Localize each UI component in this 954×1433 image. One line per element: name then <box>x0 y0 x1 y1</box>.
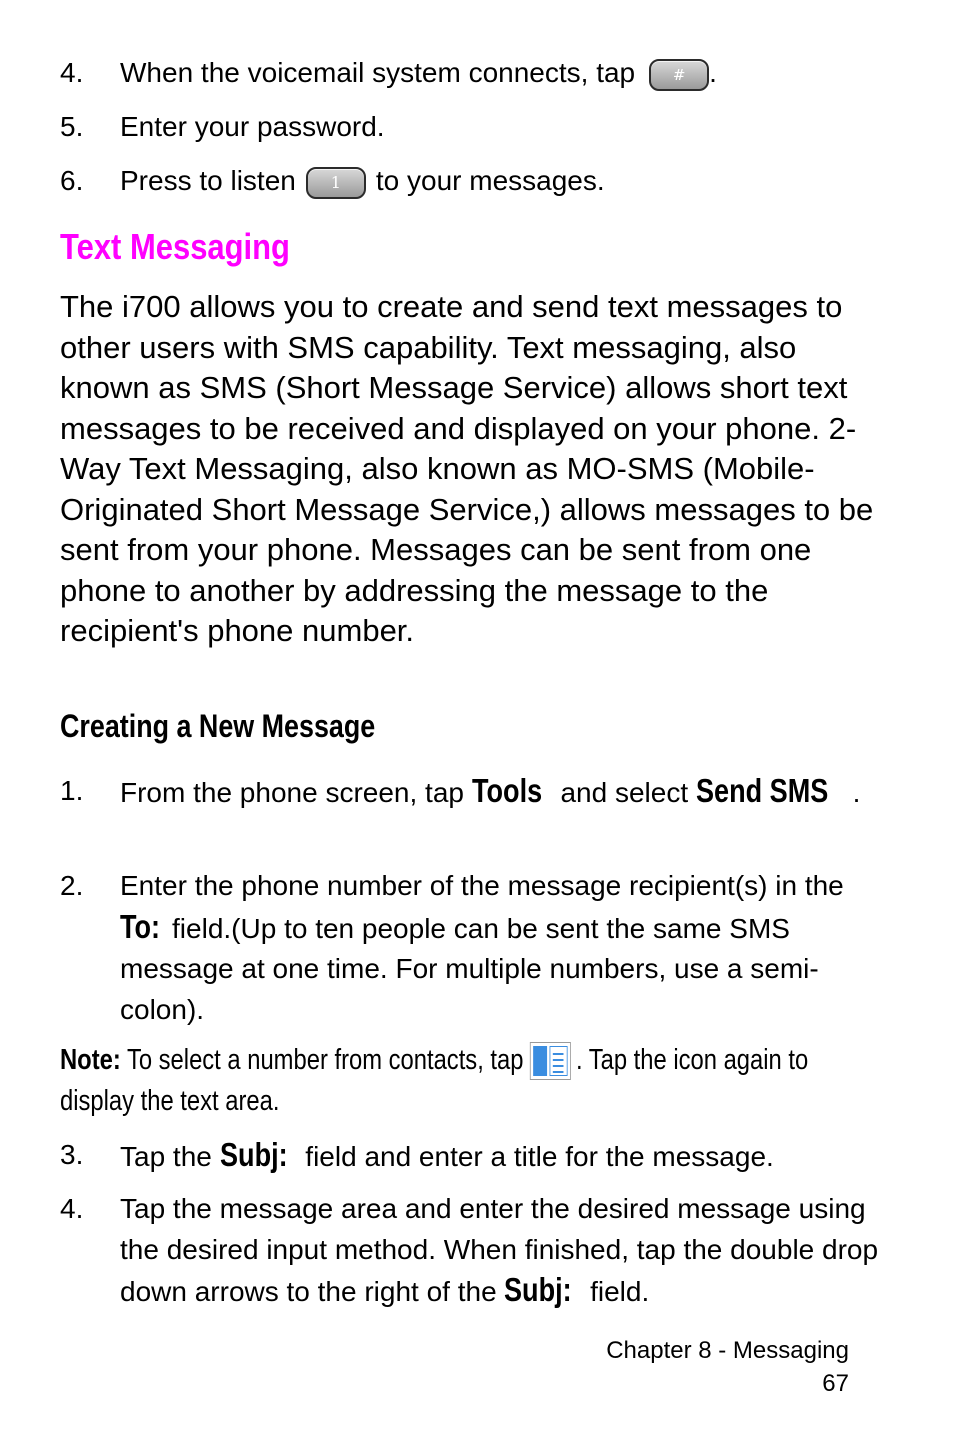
step-text: Enter your password. <box>120 111 385 142</box>
step-text: From the phone screen, tap <box>120 777 472 808</box>
step-enter-subject <box>60 1135 890 1178</box>
step-text: Tap the message area and enter the desired message using the desired input method. When finished, tap the double drop down arrows to the right of the <box>120 1193 879 1307</box>
step-number: 1. <box>60 775 84 806</box>
subsection-title: Creating a New Message <box>60 708 376 744</box>
step-text: When the voicemail system connects, tap <box>120 57 636 88</box>
step-text: and select <box>552 777 696 808</box>
step-number: 5. <box>60 111 84 142</box>
step-number: 4. <box>60 57 84 88</box>
step-text-end: field and enter a title for the message. <box>297 1141 774 1172</box>
step-listen <box>60 161 890 202</box>
contacts-toggle-icon <box>530 1042 571 1080</box>
pound-key-icon: # <box>649 59 709 91</box>
step-text-end: to your messages. <box>375 165 605 196</box>
send-sms-label: Send SMS <box>695 772 829 809</box>
note-label: Note: <box>60 1044 121 1076</box>
step-text: Tap the <box>120 1141 220 1172</box>
intro-paragraph: The i700 allows you to create and send text messages to other users with SMS capability. Text messaging, also known as SMS (Short Message Service) allows short text messages to be received and displayed on your phone. 2-Way Text Messaging, also known as MO-SMS (Mobile-Originated Short Message Service,) allows messages to be sent from your phone. Messages can be sent from one phone to another by addressing the message to the recipient's phone number. <box>60 289 874 648</box>
subj-field-label: Subj: <box>219 1136 288 1173</box>
note <box>60 1040 888 1121</box>
step-enter-recipient <box>60 866 890 1030</box>
page-number: 67 <box>822 1370 849 1397</box>
step-number: 3. <box>60 1139 84 1170</box>
step-enter-password <box>60 107 890 148</box>
note-text-end: . Tap the icon again to display the text area. <box>60 1044 809 1117</box>
subj-field-label: Subj: <box>504 1271 573 1308</box>
step-open-send-sms <box>60 771 890 814</box>
step-number: 2. <box>60 870 84 901</box>
step-enter-message <box>60 1189 890 1313</box>
step-text-end: field.(Up to ten people can be sent the same SMS message at one time. For multiple numbers, use a semi-colon). <box>120 912 819 1025</box>
tools-menu-label: Tools <box>471 772 542 809</box>
chapter-label: Chapter 8 - Messaging <box>606 1337 849 1364</box>
to-field-label: To: <box>120 907 161 945</box>
step-voicemail-connect <box>60 53 890 94</box>
step-text: Press to listen <box>120 165 296 196</box>
step-text: Enter the phone number of the message recipient(s) in the <box>120 870 844 901</box>
step-text-end: field. <box>582 1276 650 1307</box>
step-number: 4. <box>60 1193 84 1224</box>
step-text-end: . <box>852 777 861 808</box>
step-number: 6. <box>60 165 84 196</box>
note-text: To select a number from contacts, tap <box>120 1044 524 1076</box>
step-text-end: . <box>709 57 717 88</box>
section-title: Text Messaging <box>60 226 290 267</box>
one-key-icon: 1 <box>306 167 366 199</box>
page-footer <box>606 1334 849 1400</box>
